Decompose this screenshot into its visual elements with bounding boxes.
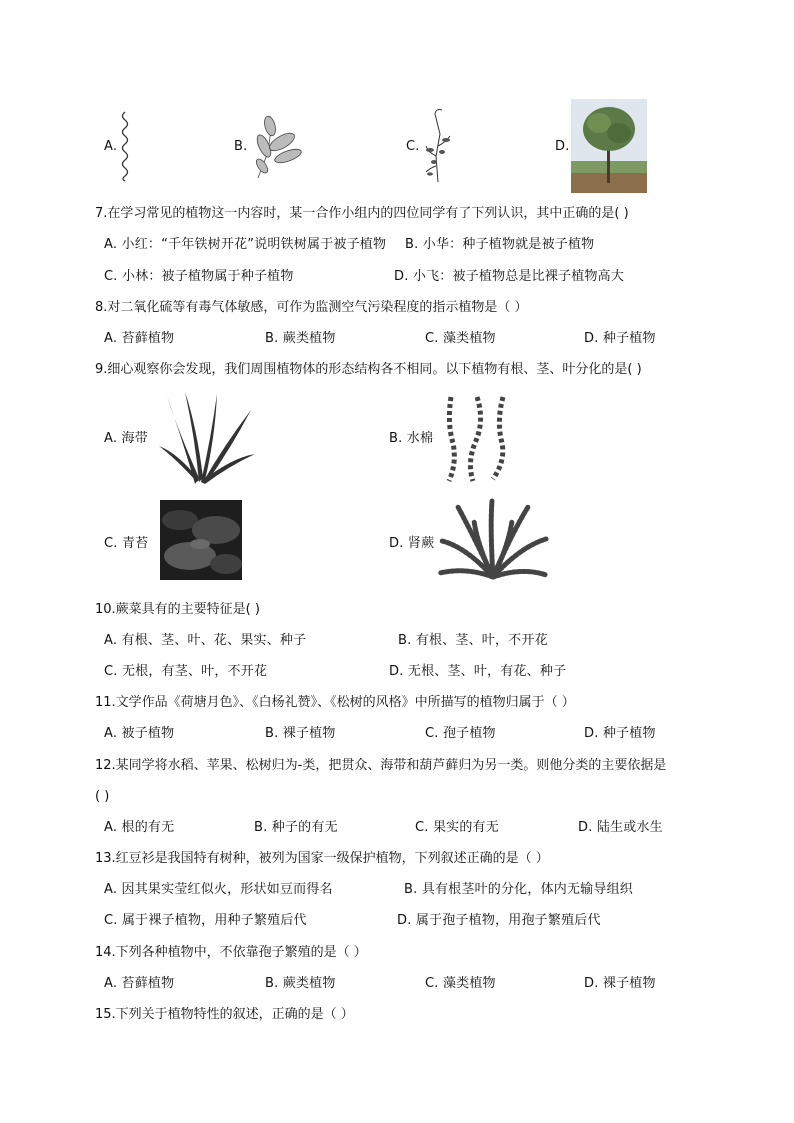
q14-option-d: D. 裸子植物 — [584, 976, 656, 991]
question-15-stem: 15.下列关于植物特性的叙述，正确的是（ ） — [95, 1007, 354, 1022]
q9-option-b: B. 水棉 — [389, 431, 434, 446]
option-label-b: B. — [234, 139, 248, 154]
q10-option-b: B. 有根、茎、叶，不开花 — [398, 633, 548, 648]
q8-option-c: C. 藻类植物 — [425, 331, 496, 346]
filament-alga-image — [118, 110, 132, 182]
q12-option-b: B. 种子的有无 — [254, 820, 338, 835]
q7-option-a: A. 小红：“千年铁树开花”说明铁树属于被子植物 — [104, 237, 387, 252]
question-12-stem-cont: ( ) — [95, 789, 110, 804]
q10-option-a: A. 有根、茎、叶、花、果实、种子 — [104, 633, 307, 648]
spirogyra-image — [437, 393, 517, 483]
question-10-stem: 10.蕨菜具有的主要特征是( ) — [95, 602, 260, 617]
q10-option-d: D. 无根、茎、叶，有花、种子 — [389, 664, 567, 679]
option-label-c: C. — [406, 139, 420, 154]
option-label-d: D. — [555, 139, 570, 154]
q13-option-d: D. 属于孢子植物，用孢子繁殖后代 — [397, 913, 601, 928]
moss-photo-image — [160, 500, 242, 580]
q8-option-d: D. 种子植物 — [584, 331, 656, 346]
q11-option-d: D. 种子植物 — [584, 726, 656, 741]
q7-option-c: C. 小林：被子植物属于种子植物 — [104, 269, 294, 284]
q13-option-b: B. 具有根茎叶的分化，体内无输导组织 — [404, 882, 633, 897]
q10-option-c: C. 无根，有茎、叶，不开花 — [104, 664, 268, 679]
question-8-stem: 8.对二氧化硫等有毒气体敏感，可作为监测空气污染程度的指示植物是（ ） — [95, 300, 528, 315]
q11-option-c: C. 孢子植物 — [425, 726, 496, 741]
q12-option-d: D. 陆生或水生 — [578, 820, 663, 835]
question-7-stem: 7.在学习常见的植物这一内容时，某一合作小组内的四位同学有了下列认识，其中正确的是( ) — [95, 206, 629, 221]
q9-option-d: D. 肾蕨 — [389, 536, 435, 551]
q9-option-a: A. 海带 — [104, 431, 148, 446]
kidney-fern-image — [436, 497, 550, 587]
question-12-stem: 12.某同学将水稻、苹果、松树归为-类，把贯众、海带和葫芦藓归为另一类。则他分类的主要依据是 — [95, 758, 667, 773]
q9-option-c: C. 青苔 — [104, 536, 149, 551]
q13-option-a: A. 因其果实莹红似火，形状如豆而得名 — [104, 882, 333, 897]
q8-option-a: A. 苔藓植物 — [104, 331, 175, 346]
fern-frond-image — [248, 112, 304, 180]
q11-option-b: B. 裸子植物 — [265, 726, 336, 741]
question-14-stem: 14.下列各种植物中，不依靠孢子繁殖的是（ ） — [95, 945, 367, 960]
q14-option-a: A. 苔藓植物 — [104, 976, 175, 991]
moss-plant-image — [418, 106, 458, 184]
question-13-stem: 13.红豆衫是我国特有树种，被列为国家一级保护植物，下列叙述正确的是（ ） — [95, 851, 549, 866]
question-11-stem: 11.文学作品《荷塘月色》、《白杨礼赞》、《松树的风格》中所描写的植物归属于（ ） — [95, 695, 575, 710]
tree-photo-image — [571, 99, 647, 193]
q12-option-a: A. 根的有无 — [104, 820, 175, 835]
q14-option-b: B. 蕨类植物 — [265, 976, 336, 991]
q13-option-c: C. 属于裸子植物，用种子繁殖后代 — [104, 913, 307, 928]
q7-option-b: B. 小华：种子植物就是被子植物 — [405, 237, 595, 252]
q8-option-b: B. 蕨类植物 — [265, 331, 336, 346]
option-label-a: A. — [104, 139, 118, 154]
q7-option-d: D. 小飞：被子植物总是比裸子植物高大 — [394, 269, 625, 284]
kelp-image — [155, 388, 259, 486]
q14-option-c: C. 藻类植物 — [425, 976, 496, 991]
question-9-stem: 9.细心观察你会发现，我们周围植物体的形态结构各不相同。以下植物有根、茎、叶分化的是( ) — [95, 362, 642, 377]
q11-option-a: A. 被子植物 — [104, 726, 175, 741]
q12-option-c: C. 果实的有无 — [415, 820, 499, 835]
